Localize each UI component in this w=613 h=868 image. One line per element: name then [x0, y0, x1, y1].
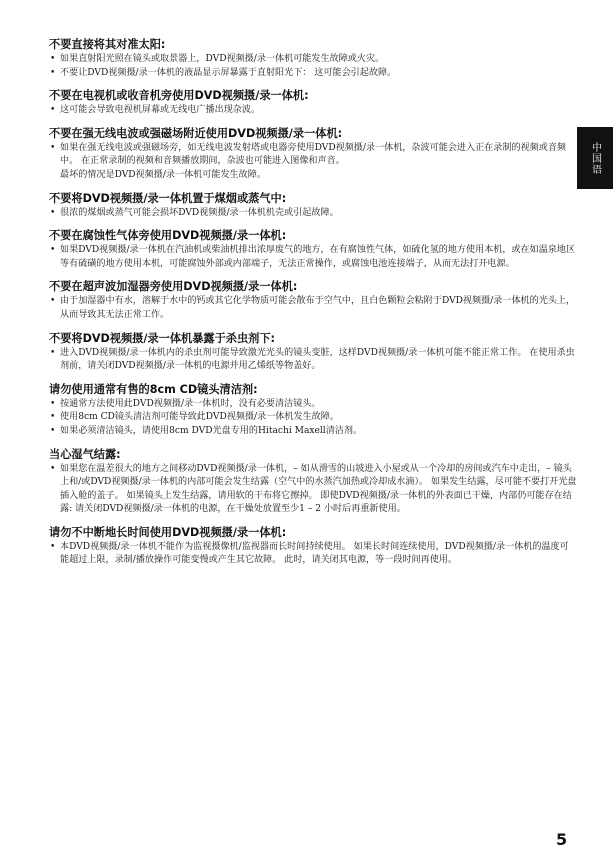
item-text: 使用8cm CD镜头清洁剂可能导致此DVD视频摄/录一体机发生故障。	[60, 412, 339, 423]
list-item	[49, 53, 577, 67]
item-text: 如果您在温差很大的地方之间移动DVD视频摄/录一体机，– 如从滑雪的山坡进入小屋或从一个冷却的房间或汽车中走出，– 镜头上和/或DVD视频摄/录一体机的内部可能会发生结露（空气中的水蒸汽加热或冷却成水滴）。 如果发生结露，尽可能不要打开光盘插入舱的盖子。 如果镜头上发生结露，请用软的干布将它擦掉。 即使DVD视频摄/录一体机的外表面已干燥，内部仍可能存在结露: 请关闭DVD视频摄/录一体机的电源，在干燥处放置至少1 – 2 小时后再重新使用。	[60, 463, 577, 515]
section-tv-radio	[49, 88, 577, 118]
section-sunlight	[49, 37, 577, 80]
section-heading: 不要在超声波加湿器旁使用DVD视频摄/录一体机:	[49, 280, 298, 294]
section-smoke-steam	[49, 191, 577, 221]
list-item	[49, 463, 577, 517]
item-text: 本DVD视频摄/录一体机不能作为监视摄像机/监视器而长时间持续使用。 如果长时间连续使用，DVD视频摄/录一体机的温度可能超过上限，录制/播放操作可能变慢或产生其它故障。 此时，请关闭其电源，等一段时间再使用。	[60, 541, 569, 566]
list-item	[49, 104, 577, 118]
bullet-icon: •	[50, 245, 56, 256]
list-item	[49, 295, 577, 322]
section-insecticide	[49, 331, 577, 374]
section-heading: 不要在腐蚀性气体旁使用DVD视频摄/录一体机:	[49, 229, 287, 243]
list-item	[49, 244, 577, 271]
list-item	[49, 207, 577, 221]
section-note: 最坏的情况是DVD视频摄/录一体机可能发生故障。	[60, 169, 266, 180]
section-heading: 不要在电视机或收音机旁使用DVD视频摄/录一体机:	[49, 89, 309, 103]
item-text: 按通常方法使用此DVD视频摄/录一体机时，没有必要清洁镜头。	[60, 398, 321, 409]
bullet-icon: •	[50, 142, 56, 153]
list-item	[49, 541, 577, 568]
list-item	[49, 425, 577, 439]
bullet-icon: •	[50, 412, 56, 423]
bullet-icon: •	[50, 105, 56, 116]
section-heading: 当心湿气结露:	[49, 447, 121, 461]
item-text: 如果直射阳光照在镜头或取景器上，DVD视频摄/录一体机可能发生故障或火灾。	[60, 54, 385, 64]
language-tab	[577, 127, 613, 189]
section-lens-cleaner	[49, 382, 577, 439]
item-text: 进入DVD视频摄/录一体机内的杀虫剂可能导致激光光头的镜头变脏，这样DVD视频摄/录一体机可能不能正常工作。 在使用杀虫剂前，请关闭DVD视频摄/录一体机的电源并用乙烯纸等物盖好。	[60, 347, 575, 372]
section-heading: 不要在强无线电波或强磁场附近使用DVD视频摄/录一体机:	[49, 126, 343, 140]
section-heading: 请勿使用通常有售的8cm CD镜头清洁剂:	[49, 382, 258, 396]
section-radio-waves	[49, 126, 577, 183]
bullet-icon: •	[50, 541, 56, 552]
bullet-icon: •	[50, 296, 56, 307]
language-tab-label: 中国语	[589, 141, 601, 175]
bullet-icon: •	[50, 347, 56, 358]
item-text: 如果在强无线电波或强磁场旁，如无线电波发射塔或电器旁使用DVD视频摄/录一体机，杂波可能会进入正在录制的视频或音频中。 在正常录制的视频和音频播放期间，杂波也可能进入图像和声音。	[60, 142, 567, 167]
section-heading: 不要将DVD视频摄/录一体机置于煤烟或蒸气中:	[49, 191, 287, 205]
item-text: 如果DVD视频摄/录一体机在汽油机或柴油机排出浓厚废气的地方，在有腐蚀性气体，如硫化氢的地方使用本机，或在如温泉地区等有硫磺的地方使用本机，可能腐蚀外部或内部端子，无法正常操作，或腐蚀电池连接端子，从而无法打开电源。	[60, 245, 576, 269]
page-content	[49, 37, 577, 568]
list-item	[49, 411, 577, 425]
section-humidifier	[49, 279, 577, 322]
section-heading: 请勿不中断地长时间使用DVD视频摄/录一体机:	[49, 525, 287, 539]
section-heading: 不要将DVD视频摄/录一体机暴露于杀虫剂下:	[49, 331, 275, 345]
item-text: 这可能会导致电视机屏幕或无线电广播出现杂波。	[60, 105, 261, 116]
bullet-icon: •	[50, 425, 56, 436]
section-condensation	[49, 447, 577, 517]
item-text: 不要让DVD视频摄/录一体机的液晶显示屏暴露于直射阳光下： 这可能会引起故障。	[60, 67, 397, 78]
item-text: 由于加湿器中有水，溶解于水中的钙或其它化学物质可能会散布于空气中，且白色颗粒会粘附于DVD视频摄/录一体机的光头上，从而导致其无法正常工作。	[60, 296, 576, 320]
bullet-icon: •	[50, 54, 56, 64]
list-item	[49, 347, 577, 374]
bullet-icon: •	[50, 398, 56, 409]
bullet-icon: •	[50, 463, 56, 474]
section-continuous-use	[49, 525, 577, 568]
bullet-icon: •	[50, 67, 56, 78]
section-corrosive-gas	[49, 228, 577, 271]
item-text: 如果必须清洁镜头，请使用8cm DVD光盘专用的Hitachi Maxell清洁剂。	[60, 425, 363, 436]
page-number: 5	[556, 830, 568, 849]
bullet-icon: •	[50, 207, 56, 218]
list-item	[49, 398, 577, 412]
section-heading: 不要直接将其对准太阳:	[49, 38, 166, 51]
list-item	[49, 67, 577, 81]
item-text: 很浓的煤烟或蒸气可能会损坏DVD视频摄/录一体机机壳或引起故障。	[60, 207, 339, 218]
list-item	[49, 142, 577, 169]
